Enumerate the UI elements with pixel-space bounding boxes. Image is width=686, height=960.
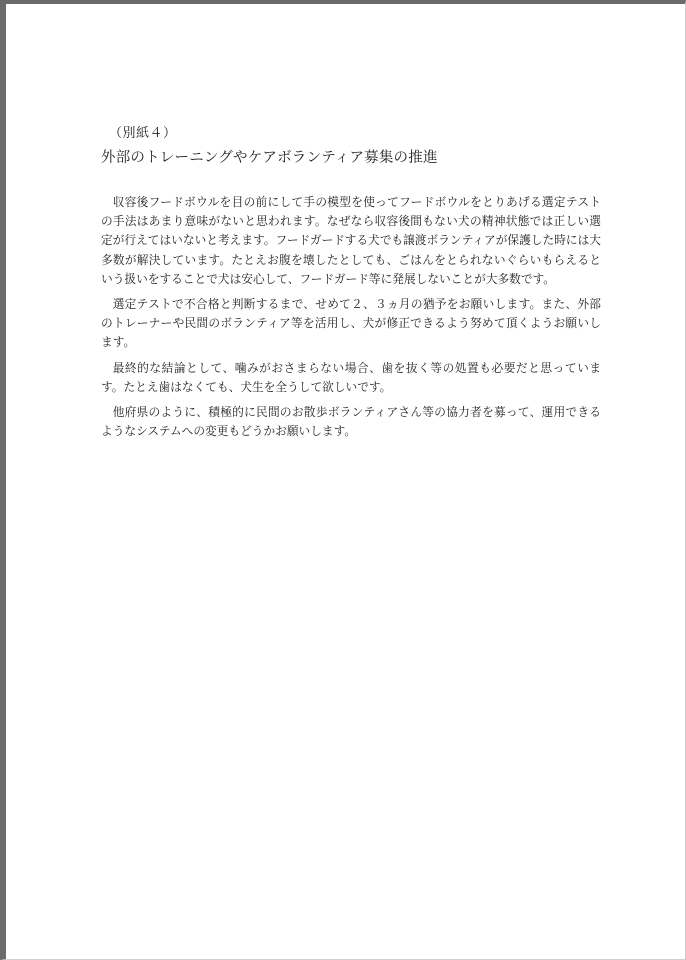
document-content [101, 124, 601, 447]
paragraph-2: 選定テストで不合格と判断するまで、せめて２、３ヵ月の猶予をお願いします。また、外部のトレーナーや民間のボランティア等を活用し、犬が修正できるよう努めて頂くようお願いします。 [101, 297, 601, 350]
document-body [101, 193, 601, 441]
attachment-label: （別紙４） [109, 126, 177, 141]
document-title: 外部のトレーニングやケアボランティア募集の推進 [101, 150, 438, 166]
paragraph-3: 最終的な結論として、噛みがおさまらない場合、歯を抜く等の処置も必要だと思っています。たとえ歯はなくても、犬生を全うして欲しいです。 [101, 360, 601, 394]
paragraph-1: 収容後フードボウルを目の前にして手の模型を使ってフードボウルをとりあげる選定テストの手法はあまり意味がないと思われます。なぜなら収容後間もない犬の精神状態では正しい選定が行えてはいないと考えます。フードガードする犬でも譲渡ボランティアが保護した時には大多数が解決しています。たとえお腹を壊したとしても、ごはんをとられないぐらいもらえるという扱いをすることで犬は安心して、フードガード等に発展しないことが大多数です。 [101, 195, 601, 286]
paragraph-4: 他府県のように、積極的に民間のお散歩ボランティアさん等の協力者を募って、運用できるようなシステムへの変更もどうかお願いします。 [101, 405, 601, 439]
